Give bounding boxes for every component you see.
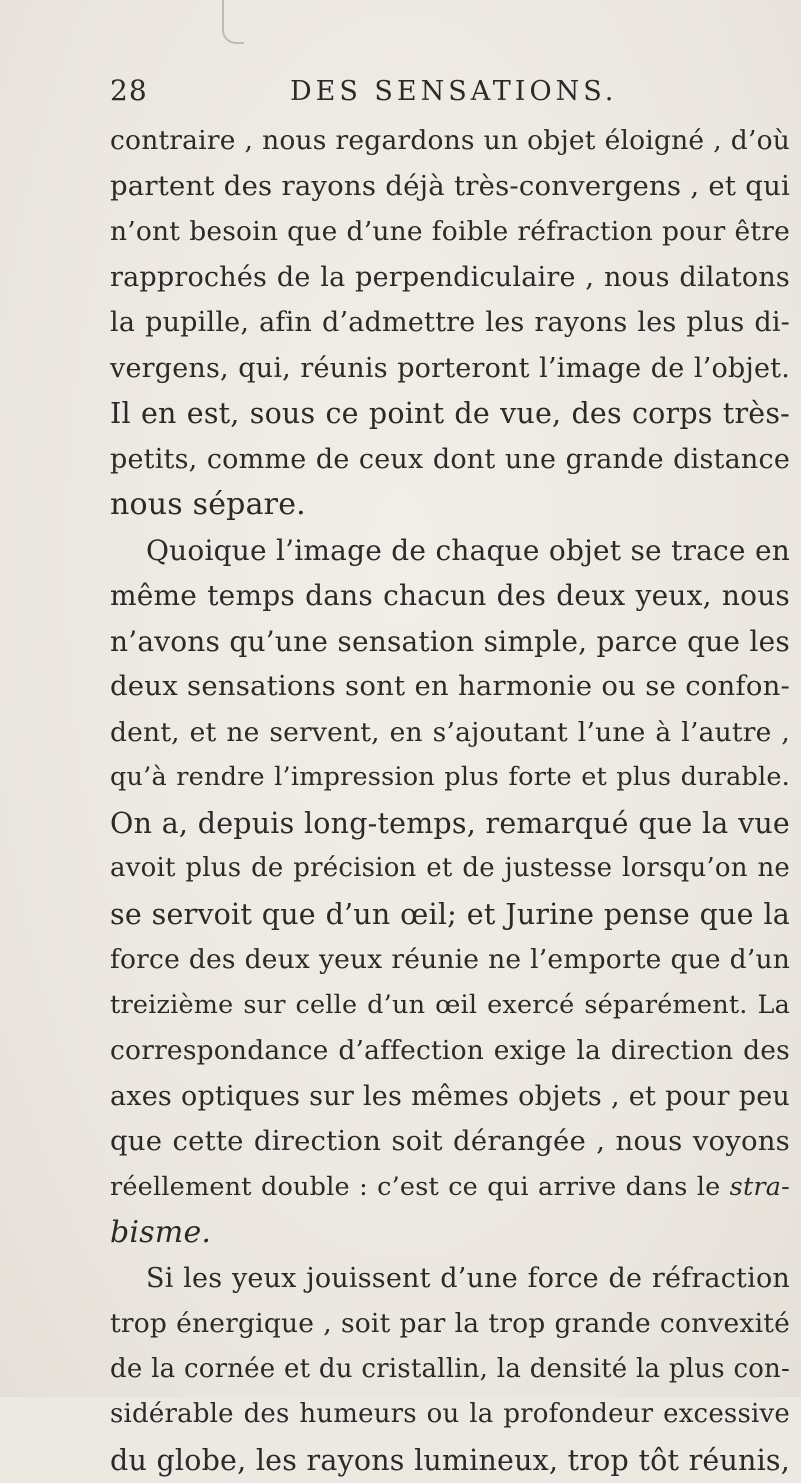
text-line-with-italic [110, 1165, 790, 1211]
page-header [110, 74, 790, 114]
paragraph-start-line: Quoique l’image de chaque objet se trace en [110, 528, 790, 574]
text-line: On a, depuis long-temps, remarqué que la vue [110, 801, 790, 847]
italic-term: bisme. [110, 1215, 211, 1250]
text-line: force des deux yeux réunie ne l’emporte que d’un [110, 937, 790, 983]
text-line: avoit plus de précision et de justesse lorsqu’on ne [110, 846, 790, 892]
running-head: DES SENSATIONS. [290, 76, 617, 107]
text-line: deux sensations sont en harmonie ou se confon- [110, 664, 790, 710]
pen-mark [222, 0, 244, 44]
text-line: correspondance d’affection exige la direction des [110, 1028, 790, 1074]
text-line: la pupille, afin d’admettre les rayons les plus di- [110, 300, 790, 346]
text-line: du globe, les rayons lumineux, trop tôt réunis, [110, 1438, 790, 1483]
text-line: dent, et ne servent, en s’ajoutant l’une à l’autre , [110, 710, 790, 756]
text-line: sidérable des humeurs ou la profondeur excessive [110, 1392, 790, 1438]
text-line: que cette direction soit dérangée , nous voyons [110, 1119, 790, 1165]
page-number: 28 [110, 74, 148, 107]
text-line: petits, comme de ceux dont une grande distance [110, 437, 790, 483]
text-line: n’ont besoin que d’une foible réfraction pour être [110, 209, 790, 255]
text-line: de la cornée et du cristallin, la densité la plus con- [110, 1347, 790, 1393]
paragraph-start-line: Si les yeux jouissent d’une force de réfraction [110, 1256, 790, 1302]
italic-term: stra- [730, 1172, 790, 1202]
text-line: trop énergique , soit par la trop grande convexité [110, 1301, 790, 1347]
text-line: contraire , nous regardons un objet éloigné , d’où [110, 118, 790, 164]
text-line: partent des rayons déjà très-convergens , et qui [110, 164, 790, 210]
text-line-italic [110, 1210, 790, 1256]
body-text [110, 118, 790, 1483]
text-segment: réellement double : c’est ce qui arrive dans le [110, 1172, 730, 1202]
text-line: se servoit que d’un œil; et Jurine pense que la [110, 892, 790, 938]
text-line: qu’à rendre l’impression plus forte et plus durable. [110, 755, 790, 801]
text-line: Il en est, sous ce point de vue, des corps très- [110, 391, 790, 437]
text-line: treizième sur celle d’un œil exercé séparément. La [110, 983, 790, 1029]
text-line: axes optiques sur les mêmes objets , et pour peu [110, 1074, 790, 1120]
text-line: n’avons qu’une sensation simple, parce que les [110, 619, 790, 665]
text-line: même temps dans chacun des deux yeux, nous [110, 573, 790, 619]
text-line: rapprochés de la perpendiculaire , nous dilatons [110, 255, 790, 301]
text-line: nous sépare. [110, 482, 790, 528]
text-line: vergens, qui, réunis porteront l’image de l’objet. [110, 346, 790, 392]
